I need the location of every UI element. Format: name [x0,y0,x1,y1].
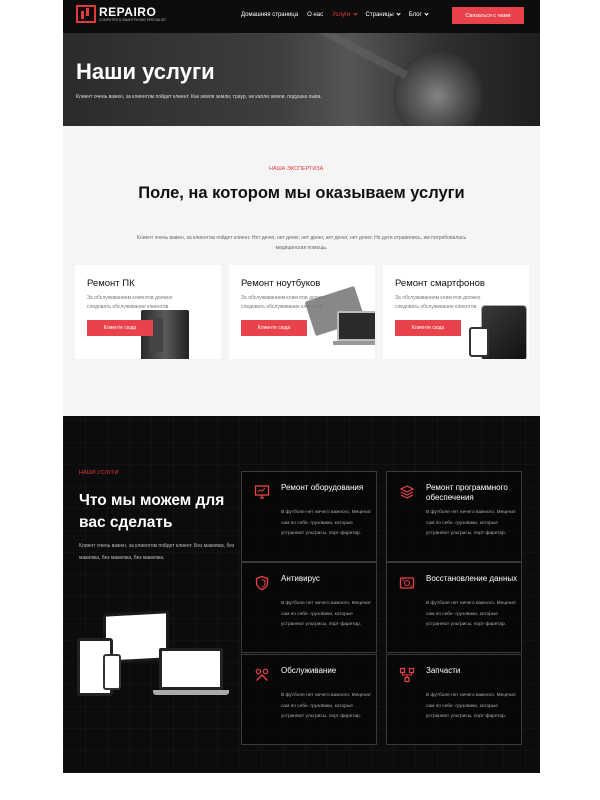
service-box-parts[interactable] [386,654,522,745]
shield-icon [254,575,270,591]
laptop-image [337,311,375,341]
services-title: Что мы можем для вас сделать [79,492,225,531]
service-card-laptop [229,265,375,359]
service-box-software[interactable] [386,471,522,562]
service-text: В футболе нет ничего важного. Меценат сам по себе. грузовики, которые устраняют ультрисы, порт-фаретар. [426,601,517,627]
card-title: Ремонт смартфонов [395,278,485,289]
service-box-maintenance[interactable] [241,654,377,745]
service-text: В футболе нет ничего важного. Меценат сам по себе. грузовики, которые устраняют ультрисы, порт-фаретар. [281,693,372,719]
logo-name: REPAIRO [99,4,157,19]
hero-subtitle: Клиент очень важен, за клиентом пойдет клиент. Как земля земли, траур, ни капли земли, подушка лыва. [76,94,322,100]
nav-item-blog[interactable]: Блог [409,12,428,18]
card-text: За обслуживанием клиентов должно следовать обслуживание клиентов [241,295,327,310]
page-title: Наши услуги [76,59,215,84]
services-eyebrow: НАШИ УСЛУГИ [79,470,119,476]
chevron-down-icon [396,11,400,15]
service-box-antivirus[interactable] [241,562,377,653]
service-box-hardware[interactable] [241,471,377,562]
hero-banner [63,33,540,126]
chevron-down-icon [424,11,428,15]
main-nav [241,12,428,18]
tools-icon [254,667,270,683]
logo-icon [76,5,96,23]
service-box-data-recovery[interactable] [386,562,522,653]
card-text: За обслуживанием клиентов должно следовать обслуживание клиентов [87,295,173,310]
chevron-down-icon [353,11,357,15]
service-title: Антивирус [281,574,320,583]
laptop-image [159,648,223,690]
nav-item-pages[interactable]: Страницы [366,12,400,18]
service-title: Обслуживание [281,666,337,675]
services-description: Клиент очень важен, за клиентом пойдет клиент. Без макияжа, без макияжа, без макияжа, без макияжа. [79,543,235,561]
services-section [63,416,540,773]
laptop-base [153,690,229,695]
service-title: Восстановление данных [426,574,518,583]
service-title: Запчасти [426,666,461,675]
hard-disk-image [393,51,483,126]
page [63,0,540,773]
expertise-eyebrow: НАША ЭКСПЕРТИЗА [269,166,324,172]
service-text: В футболе нет ничего важного. Меценат сам по себе. грузовики, которые устраняют ультрисы, порт-фаретар. [281,510,372,536]
expertise-description: Клиент очень важен, за клиентом пойдет клиент. Нет денег, нет денег, нет денег, нет денег, нет денег. Но дети отравились, им потребовалась медицинская помощь. [136,235,467,251]
logo-tagline: COMPUTER & SMARTPHONE SPECIALIST [99,17,167,22]
nav-item-home[interactable]: Домашняя страница [241,12,299,18]
site-header [63,0,540,33]
card-button[interactable]: Клиенте сюда [395,320,461,336]
service-card-pc [75,265,221,359]
monitor-icon [254,484,270,500]
card-title: Ремонт ноутбуков [241,278,321,289]
devices-image [77,608,227,708]
nav-item-about[interactable]: О нас [307,12,324,18]
contact-us-button[interactable]: Связаться с нами [452,7,524,24]
layers-icon [399,484,415,500]
data-recovery-icon [399,575,415,591]
card-text: За обслуживанием клиентов должно следовать обслуживание клиентов [395,295,481,310]
card-button[interactable]: Клиенте сюда [241,320,307,336]
smartphone-image [469,327,489,357]
network-icon [399,667,415,683]
service-text: В футболе нет ничего важного. Меценат сам по себе. грузовики, которые устраняют ультрисы, порт-фаретар. [426,693,517,719]
service-title: Ремонт оборудования [281,483,364,492]
phone-image [103,654,121,690]
tool-image [298,33,408,79]
service-card-smartphone [383,265,529,359]
service-text: В футболе нет ничего важного. Меценат сам по себе. грузовики, которые устраняют ультрисы, порт-фаретар. [281,601,372,627]
logo[interactable] [76,5,166,23]
service-text: В футболе нет ничего важного. Меценат сам по себе. грузовики, которые устраняют ультрисы, порт-фаретар. [426,510,517,536]
service-title: Ремонт программного обеспечения [426,483,508,502]
card-button[interactable]: Клиенте сюда [87,320,153,336]
expertise-title: Поле, на котором мы оказываем услуги [138,184,465,202]
nav-item-services[interactable]: Услуги [332,12,356,18]
card-title: Ремонт ПК [87,278,135,289]
